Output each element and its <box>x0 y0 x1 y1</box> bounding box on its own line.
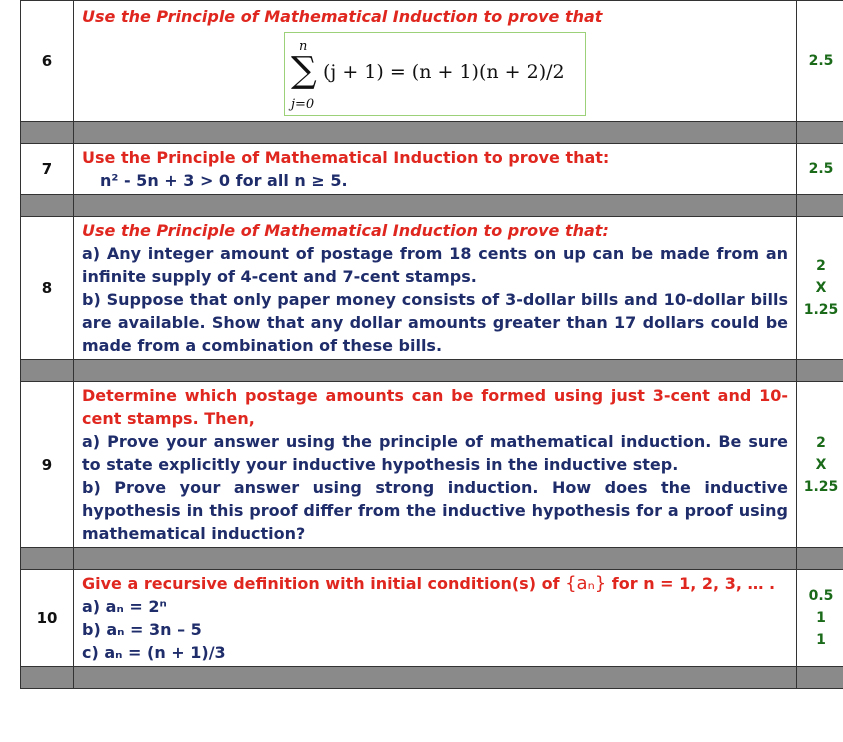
question-number: 9 <box>21 382 74 548</box>
question-body <box>74 144 797 195</box>
question-prompt: Use the Principle of Mathematical Induction to prove that: <box>82 221 609 240</box>
question-prompt: Use the Principle of Mathematical Induction to prove that <box>82 6 603 26</box>
sum-expression: (j + 1) = (n + 1)(n + 2)/2 <box>323 60 565 83</box>
separator-row <box>21 667 843 689</box>
sum-upper-limit: n <box>299 38 308 54</box>
question-prompt <box>82 572 788 595</box>
prompt-end: for n = 1, 2, 3, … . <box>606 574 776 593</box>
question-points <box>797 382 843 548</box>
question-part-c: c) aₙ = (n + 1)/3 <box>82 643 226 662</box>
points-part-c: 1 <box>816 632 826 648</box>
points-count: 2 <box>816 434 826 451</box>
question-body <box>74 382 797 548</box>
question-number: 10 <box>21 570 74 667</box>
points-times: X <box>815 280 827 296</box>
question-points <box>797 217 843 360</box>
points-part-b: 1 <box>816 610 826 626</box>
points-each: 1.25 <box>803 478 839 495</box>
question-points: 2.5 <box>797 144 843 195</box>
question-number: 7 <box>21 144 74 195</box>
question-row-8 <box>21 217 843 360</box>
question-row-10 <box>21 570 843 667</box>
sequence-set: {aₙ} <box>565 573 607 594</box>
question-number: 6 <box>21 1 74 122</box>
prompt-start: Give a recursive definition with initial condition(s) of <box>82 574 566 593</box>
question-prompt: Determine which postage amounts can be formed using just 3-cent and 10-cent stamps. Then, <box>82 386 788 428</box>
question-part-a: a) Prove your answer using the principle of mathematical induction. Be sure to state explicitly your inductive hypothesis in the inductive step. <box>82 432 788 474</box>
question-part-b: b) Suppose that only paper money consists of 3-dollar bills and 10-dollar bills are available. Show that any dollar amounts greater than 17 dollars could be made from a combination of these bills. <box>82 290 788 355</box>
question-row-9 <box>21 382 843 548</box>
question-part-b: b) Prove your answer using strong induction. How does the inductive hypothesis in this proof differ from the inductive hypothesis for a proof using mathematical induction? <box>82 478 788 543</box>
question-body <box>74 1 797 122</box>
separator-row <box>21 195 843 217</box>
sigma-icon: ∑ <box>291 49 317 91</box>
separator-row <box>21 548 843 570</box>
question-row-7 <box>21 144 843 195</box>
question-points <box>797 570 843 667</box>
separator-row <box>21 122 843 144</box>
points-each: 1.25 <box>803 302 839 318</box>
sum-lower-limit: j=0 <box>291 96 315 112</box>
points-count: 2 <box>816 258 826 274</box>
summation-formula <box>284 32 586 116</box>
separator-row <box>21 360 843 382</box>
question-number: 8 <box>21 217 74 360</box>
points-times: X <box>815 456 827 473</box>
assignment-table <box>20 0 843 689</box>
question-part-a: a) aₙ = 2ⁿ <box>82 597 167 616</box>
question-part-b: b) aₙ = 3n – 5 <box>82 620 202 639</box>
points-part-a: 0.5 <box>808 588 834 604</box>
question-part-a: a) Any integer amount of postage from 18 cents on up can be made from an infinite supply of 4-cent and 7-cent stamps. <box>82 244 788 286</box>
question-row-6 <box>21 1 843 122</box>
question-body <box>74 570 797 667</box>
question-statement: n² - 5n + 3 > 0 for all n ≥ 5. <box>100 171 348 190</box>
question-points: 2.5 <box>797 1 843 122</box>
question-prompt: Use the Principle of Mathematical Induction to prove that: <box>82 148 610 167</box>
question-body <box>74 217 797 360</box>
